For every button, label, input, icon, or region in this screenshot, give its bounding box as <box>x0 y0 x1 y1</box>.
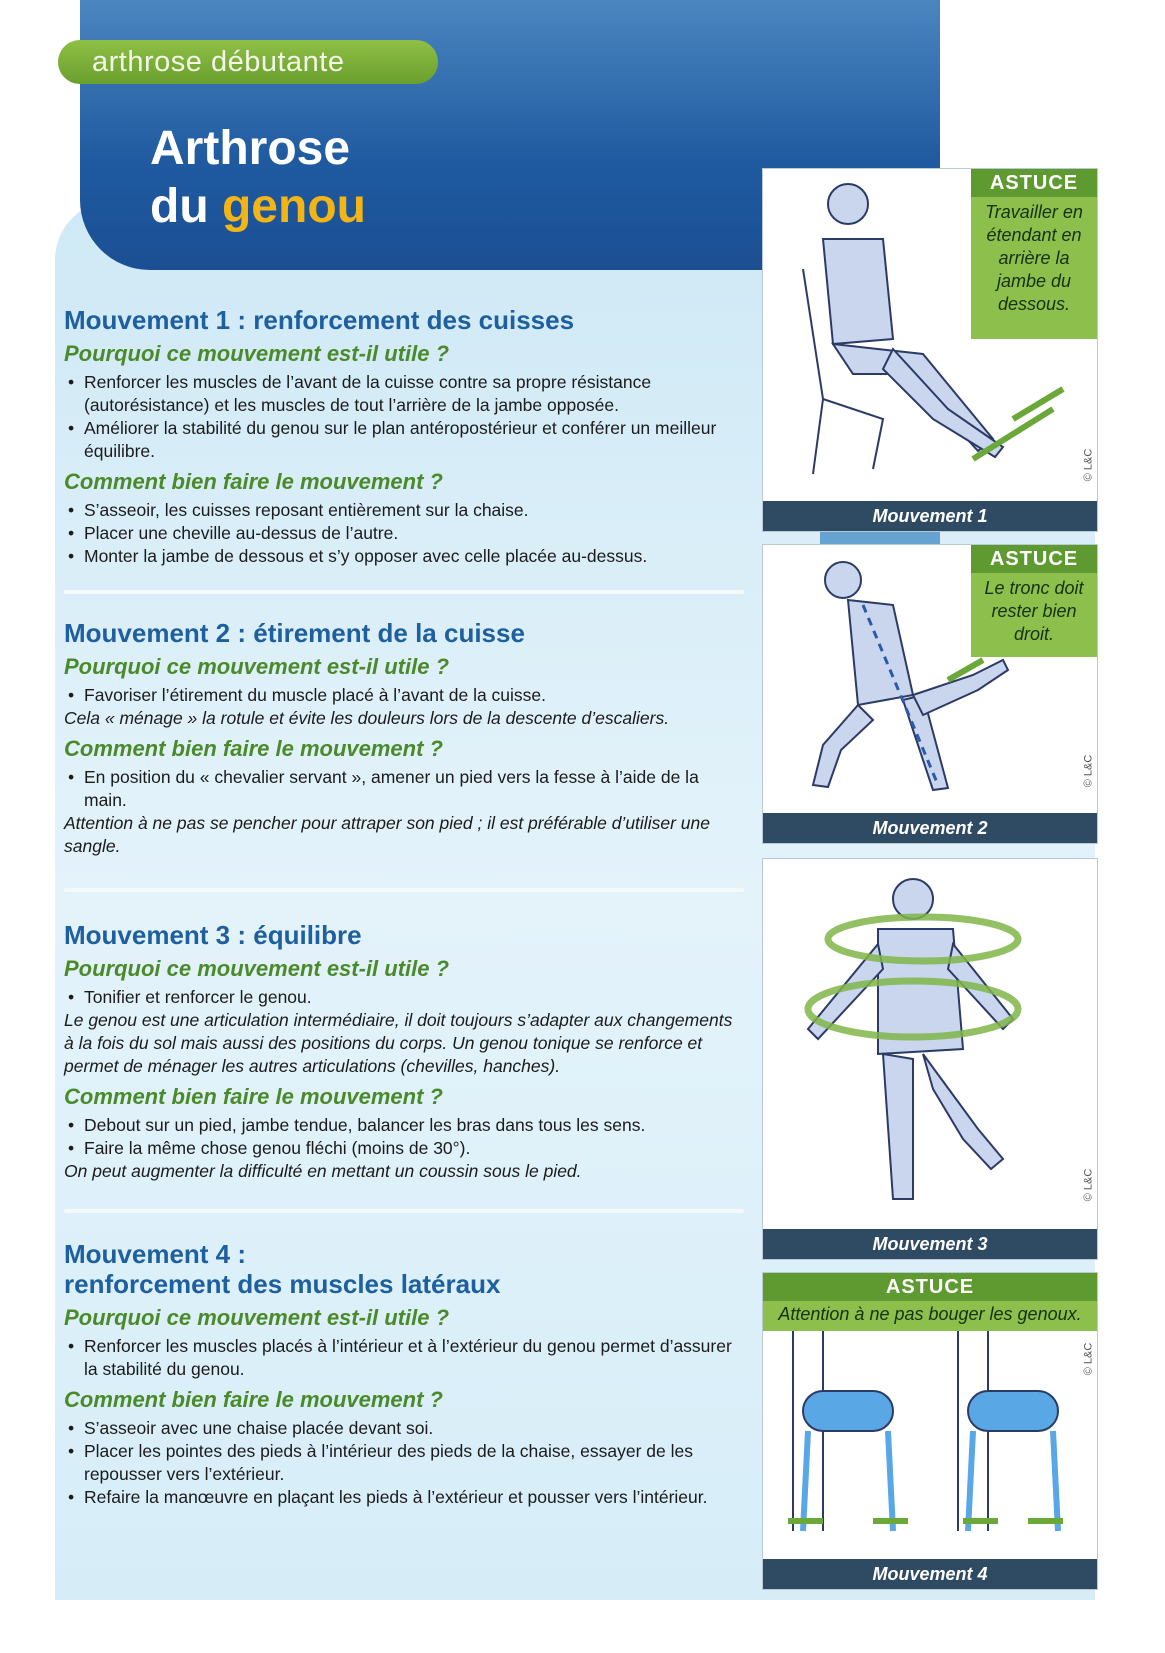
category-tag: arthrose débutante <box>58 40 438 84</box>
title-line-1: Arthrose <box>150 122 351 175</box>
tip-box <box>971 545 1097 657</box>
list-item: • Debout sur un pied, jambe tendue, balancer les bras dans tous les sens. <box>64 1114 744 1137</box>
panel-caption: Mouvement 1 <box>763 501 1097 531</box>
title-accent: genou <box>221 180 366 233</box>
tip-heading: ASTUCE <box>763 1273 1097 1301</box>
section-divider <box>64 1209 744 1213</box>
illustration-panel-1 <box>762 168 1098 532</box>
section-divider <box>64 590 744 594</box>
copyright-text: © L&C <box>1082 448 1095 482</box>
list-item: • Faire la même chose genou fléchi (moins de 30°). <box>64 1137 744 1160</box>
tip-text: Attention à ne pas bouger les genoux. <box>778 1304 1082 1324</box>
how-heading: Comment bien faire le mouvement ? <box>64 736 443 761</box>
section-heading-line-2: renforcement des muscles latéraux <box>64 1269 501 1299</box>
note-text: On peut augmenter la difficulté en mettant un coussin sous le pied. <box>64 1161 582 1181</box>
balance-illustration <box>763 859 1097 1229</box>
section-mouvement-1 <box>64 305 744 568</box>
page-title <box>150 120 366 236</box>
list-item: • Monter la jambe de dessous et s’y opposer avec celle placée au-dessus. <box>64 545 744 568</box>
list-item: • Placer une cheville au-dessus de l’autre. <box>64 522 744 545</box>
list-item: • S’asseoir avec une chaise placée devant soi. <box>64 1417 744 1440</box>
article-content <box>64 305 744 1509</box>
why-heading: Pourquoi ce mouvement est-il utile ? <box>64 654 450 679</box>
illustration-panel-4 <box>762 1272 1098 1590</box>
note-text: Cela « ménage » la rotule et évite les douleurs lors de la descente d’escaliers. <box>64 708 670 728</box>
tip-box <box>971 169 1097 339</box>
tip-text: Travailler en étendant en arrière la jambe du dessous. <box>985 202 1083 314</box>
illustration-panel-3 <box>762 858 1098 1260</box>
why-heading: Pourquoi ce mouvement est-il utile ? <box>64 341 450 366</box>
list-item: • Tonifier et renforcer le genou. <box>64 986 744 1009</box>
tip-box <box>763 1273 1097 1331</box>
note-text: Le genou est une articulation intermédiaire, il doit toujours s’adapter aux changements à la fois du sol mais aussi des positions du corps. Un genou tonique se renforce et permet de ménager les autres articulations (chevilles, hanches). <box>64 1010 733 1076</box>
tip-text: Le tronc doit rester bien droit. <box>984 578 1084 644</box>
panel-caption: Mouvement 4 <box>763 1559 1097 1589</box>
panel-caption: Mouvement 3 <box>763 1229 1097 1259</box>
section-heading: Mouvement 1 : renforcement des cuisses <box>64 305 575 335</box>
section-mouvement-2 <box>64 618 744 858</box>
panel-caption: Mouvement 2 <box>763 813 1097 843</box>
why-heading: Pourquoi ce mouvement est-il utile ? <box>64 1305 450 1330</box>
list-item: • Placer les pointes des pieds à l’intérieur des pieds de la chaise, essayer de les repousser vers l’extérieur. <box>64 1440 744 1486</box>
list-item: • Favoriser l’étirement du muscle placé à l’avant de la cuisse. <box>64 684 744 707</box>
list-item: • Refaire la manœuvre en plaçant les pieds à l’extérieur et pousser vers l’intérieur. <box>64 1486 744 1509</box>
list-item: • Renforcer les muscles placés à l’intérieur et à l’extérieur du genou permet d’assurer la stabilité du genou. <box>64 1335 744 1381</box>
section-mouvement-3 <box>64 920 744 1183</box>
how-heading: Comment bien faire le mouvement ? <box>64 1084 443 1109</box>
section-mouvement-4 <box>64 1239 744 1509</box>
illustration-panel-2 <box>762 544 1098 844</box>
tip-heading: ASTUCE <box>971 169 1097 197</box>
lateral-muscles-illustration <box>763 1331 1097 1559</box>
copyright-text: © L&C <box>1082 754 1095 788</box>
title-line-2 <box>150 178 366 236</box>
tip-heading: ASTUCE <box>971 545 1097 573</box>
how-heading: Comment bien faire le mouvement ? <box>64 1387 443 1412</box>
copyright-text: © L&C <box>1082 1342 1095 1376</box>
why-heading: Pourquoi ce mouvement est-il utile ? <box>64 956 450 981</box>
title-prefix: du <box>150 180 222 233</box>
copyright-text: © L&C <box>1082 1168 1095 1202</box>
list-item: • S’asseoir, les cuisses reposant entièrement sur la chaise. <box>64 499 744 522</box>
section-heading <box>64 1239 744 1299</box>
list-item: • En position du « chevalier servant », amener un pied vers la fesse à l’aide de la main. <box>64 766 744 812</box>
note-text: Attention à ne pas se pencher pour attraper son pied ; il est préférable d’utiliser une sangle. <box>64 813 710 856</box>
list-item: • Améliorer la stabilité du genou sur le plan antéropostérieur et conférer un meilleur équilibre. <box>64 417 744 463</box>
list-item: • Renforcer les muscles de l’avant de la cuisse contre sa propre résistance (autorésistance) et les muscles de tout l’arrière de la jambe opposée. <box>64 371 744 417</box>
section-heading: Mouvement 3 : équilibre <box>64 920 362 950</box>
section-divider <box>64 888 744 892</box>
section-heading-line-1: Mouvement 4 : <box>64 1239 247 1269</box>
section-heading: Mouvement 2 : étirement de la cuisse <box>64 618 525 648</box>
how-heading: Comment bien faire le mouvement ? <box>64 469 443 494</box>
